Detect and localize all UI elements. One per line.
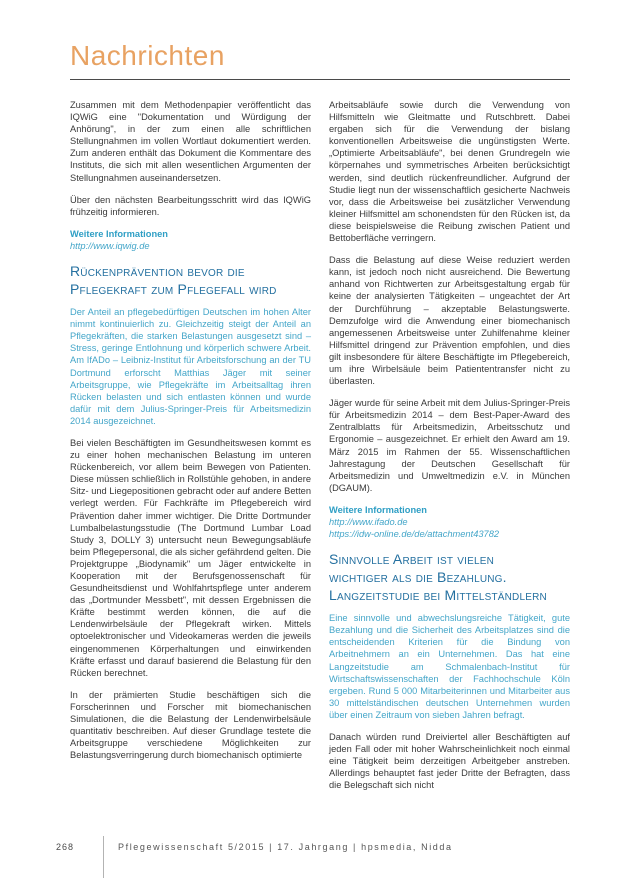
paragraph: Zusammen mit dem Methodenpapier veröffentlicht das IQWiG eine "Dokumentation und Würdigung der Anhörung", in der zum einen alle schriftlichen Stellungnahmen im vollen Wortlaut dokumentiert werden. Zum anderen enthält das Dokument die Kommentare des Instituts, die sich mit allen wesentlichen Argumenten der Stellungnahmen auseinandersetzen.	[70, 100, 311, 183]
left-column	[70, 99, 311, 802]
title-rule	[70, 79, 570, 80]
more-info-block	[70, 228, 311, 252]
footer-divider	[103, 836, 104, 878]
lead-paragraph: Der Anteil an pflegebedürftigen Deutschen im hohen Alter nimmt kontinuierlich zu. Gleichzeitig steigt der Anteil an Pflegekräften, die starken Belastungen ausgesetzt sind – Stress, geringe Entlohnung und körperlich schwere Arbeit. Am IfADo – Leibniz-Institut für Arbeitsforschung an der TU Dortmund erforscht Matthias Jäger mit seiner Arbeitsgruppe, wie Pflegekräfte im Arbeitsalltag ihren Rücken belasten und sich entlasten können und wurde dafür mit dem Julius-Springer-Preis für Arbeitsmedizin 2014 ausgezeichnet.	[70, 307, 311, 426]
more-info-label: Weitere Informationen	[70, 228, 168, 239]
page-footer	[0, 836, 637, 884]
paragraph: Danach würden rund Dreiviertel aller Beschäftigten auf jeden Fall oder mit hoher Wahrscheinlichkeit noch einmal eine Tätigkeit beim derzeitigen Arbeitgeber anstreben. Allerdings behauptet fast jeder Dritte der Befragten, dass die Belegschaft sich nicht	[329, 732, 570, 791]
paragraph: Jäger wurde für seine Arbeit mit dem Julius-Springer-Preis für Arbeitsmedizin 2014 – dem Best-Paper-Award des Zentralblatts für Arbeitsmedizin, Arbeitsschutz und Ergonomie – ausgezeichnet. Er erhielt den Award am 19. März 2015 im Rahmen der 55. Wissenschaftlichen Jahrestagung der Deutschen Gesellschaft für Arbeitsmedizin und Umweltmedizin e.V. in München (DGAUM).	[329, 398, 570, 493]
footer-page-number: 268	[56, 842, 75, 852]
ifado-link[interactable]: http://www.ifado.de	[329, 517, 408, 527]
page-title: Nachrichten	[70, 40, 225, 71]
lead-paragraph: Eine sinnvolle und abwechslungsreiche Tätigkeit, gute Bezahlung und die Sicherheit des Arbeitsplatzes sind die entscheidenden Kriterien für die Bindung von Arbeitnehmern an ein Unternehmen. Das hat eine Langzeitstudie am Schmalenbach-Institut für Wirtschaftswissenschaften der Fachhochschule Köln ergeben. Rund 5 000 Mitarbeiterinnen und Mitarbeiter aus 30 mittelständischen deutschen Unternehmen wurden über einen Zeitraum von sieben Jahren befragt.	[329, 613, 570, 720]
paragraph: Arbeitsabläufe sowie durch die Verwendung von Hilfsmitteln wie Gleitmatte und Rutschbrett. Dabei ergaben sich für die Verwendung der bislang konventionellen Arbeitsweise die ungünstigsten Werte. „Optimierte Arbeitsabläufe", bei denen Grundregeln wie körpernahes und symmetrisches Arbeiten berücksichtigt werden, sind deutlich rückenfreundlicher. Aufgrund der Studie liegt nun der wissenschaftlich gesicherte Nachweis vor, dass die Arbeitsweise bei zusätzlicher Verwendung kleiner Hilfsmittel am schonendsten für den Rücken ist, da diese beispielsweise die Reibung zwischen Patient und Bettoberfläche verringern.	[329, 100, 570, 244]
paragraph: Dass die Belastung auf diese Weise reduziert werden kann, ist jedoch noch nicht ausreichend. Die Bewertung anhand von Richtwerten zur Arbeitsgestaltung ergab für keine der analysierten Tätigkeiten – ungeachtet der Art der Durchführung – akzeptable Belastungswerte. Demzufolge wird die Anwendung einer biomechanisch angemessenen Arbeitsweise unter Zuhilfenahme kleiner Hilfsmittel dringend zur Prävention empfohlen, und dies gilt insbesondere für ältere Beschäftigte im Pflegebereich, um ihre Wirbelsäule beim Patiententransfer nicht zu überlasten.	[329, 255, 570, 387]
text-columns	[70, 99, 570, 802]
article-heading	[329, 550, 570, 604]
article-heading-line: wichtiger als die Bezahlung.	[329, 569, 507, 586]
article-heading-line: Pflegekraft zum Pflegefall wird	[70, 281, 277, 298]
paragraph: In der prämierten Studie beschäftigen sich die Forscherinnen und Forscher mit biomechanischen Simulationen, die die Belastung der Lendenwirbelsäule quantitativ beschreiben. Auf dieser Grundlage testete die Arbeitsgruppe verschiedene Möglichkeiten zur Belastungsverringerung durch biomechanisch optimierte	[70, 689, 311, 761]
idw-online-link[interactable]: https://idw-online.de/de/attachment43782	[329, 529, 500, 540]
footer-journal-line: Pflegewissenschaft 5/2015 | 17. Jahrgang | hpsmedia, Nidda	[118, 842, 453, 852]
masthead	[70, 40, 570, 80]
more-info-label: Weitere Informationen	[329, 504, 427, 515]
iqwig-link[interactable]: http://www.iqwig.de	[70, 240, 150, 251]
article-heading-line: Rückenprävention bevor die	[70, 263, 245, 280]
right-column	[329, 99, 570, 802]
article-heading-line: Sinnvolle Arbeit ist vielen	[329, 551, 495, 568]
paragraph: Über den nächsten Bearbeitungsschritt wird das IQWiG frühzeitig informieren.	[70, 194, 311, 217]
article-heading-line: Langzeitstudie bei Mittelständlern	[329, 587, 547, 604]
article-heading	[70, 262, 311, 298]
paragraph: Bei vielen Beschäftigten im Gesundheitswesen kommt es zu einer hohen mechanischen Belastung im unteren Rückenbereich, vor allem beim Bewegen von Patienten. Diese müssen schließlich in Rollstühle gehoben, in andere Sitz- und Liegepositionen gebracht oder auf andere Betten verlegt werden. Für Fachkräfte im Pflegebereich wird Prävention daher immer wichtiger. Die Dritte Dortmunder Lumbalbelastungsstudie (The Dortmund Lumbar Load Study 3, DOLLY 3) untersucht neun Bewegungsabläufe beim Pflegepersonal, die als sicher gefährdend gelten. Die Projektgruppe „Biodynamik" um Jäger entwickelte in Kooperation mit der Berufsgenossenschaft für Gesundheitsdienst und Wohlfahrtspflege unter anderem das „Dortmunder Messbett", mit dessen Ergebnissen die Kräfte bestimmt werden können, die auf die Lendenwirbelsäule der Pflegekraft wirken. Mittels optoelektronischer und Videokameras werden die jeweils eingenommenen Körperhaltungen und einwirkenden Kräfte erfasst und darauf basierend die Belastung für den Rücken berechnet.	[70, 437, 311, 678]
more-info-block	[329, 504, 570, 540]
